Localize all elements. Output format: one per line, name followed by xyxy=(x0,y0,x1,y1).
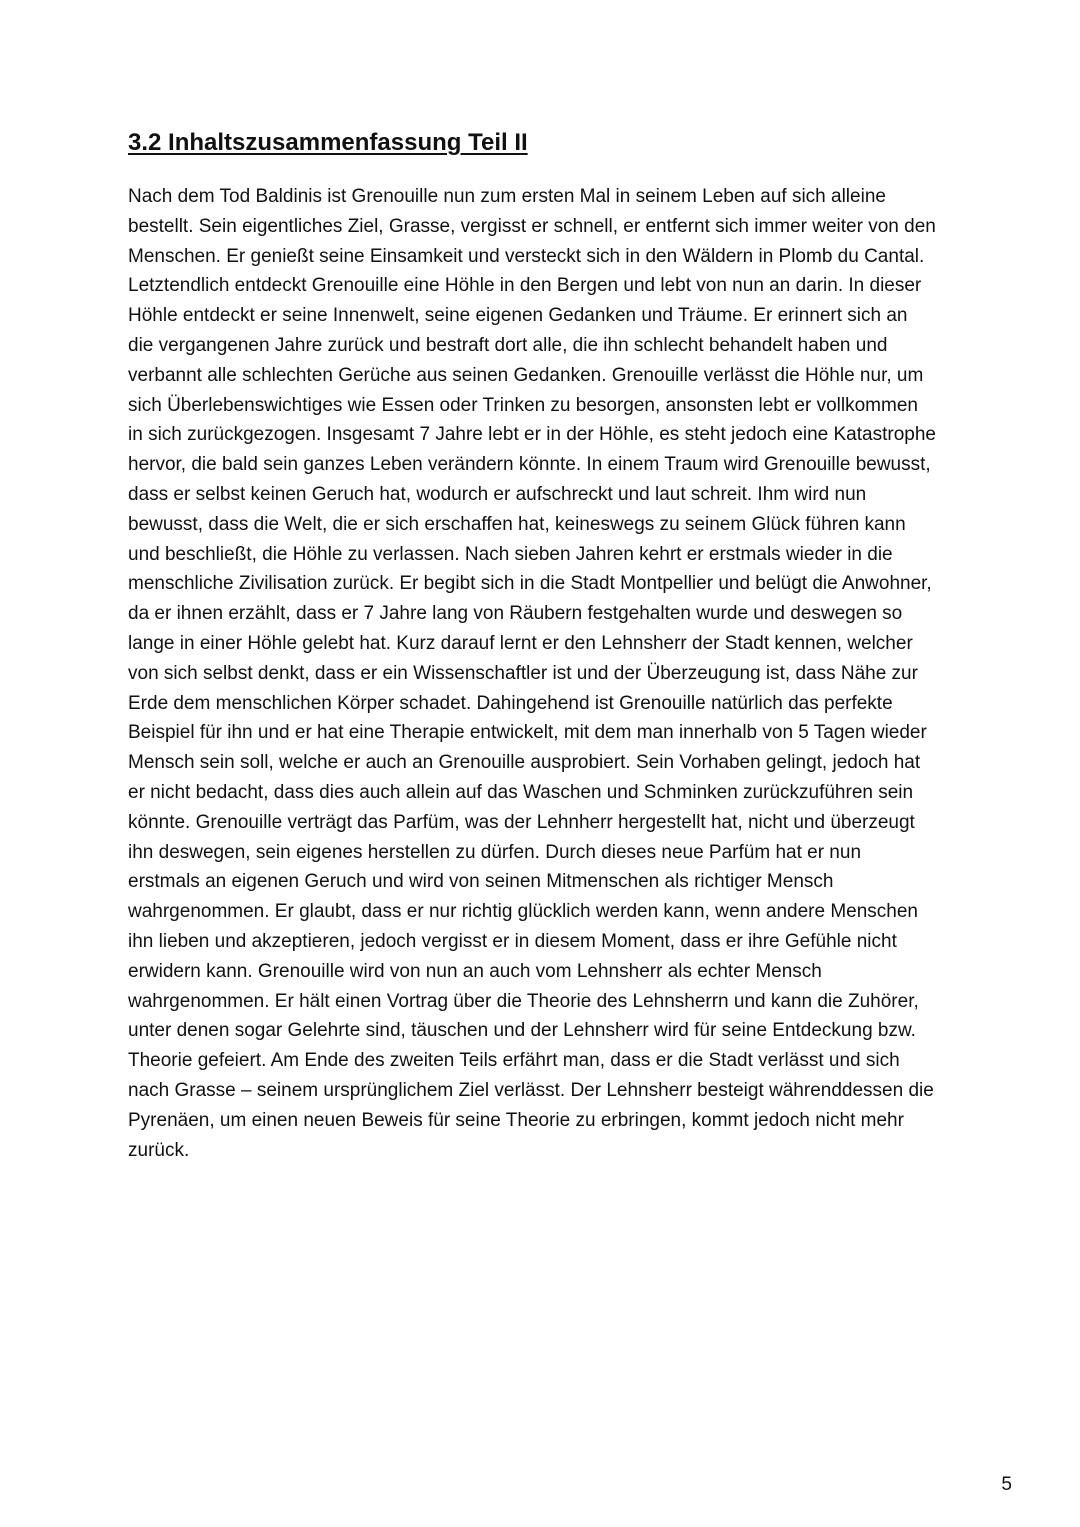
paragraph-line: Beispiel für ihn und er hat eine Therapie entwickelt, mit dem man innerhalb von 5 Tagen wieder xyxy=(128,722,927,744)
paragraph-line: Nach dem Tod Baldinis ist Grenouille nun zum ersten Mal in seinem Leben auf sich alleine xyxy=(128,186,886,207)
paragraph-line: Theorie gefeiert. Am Ende des zweiten Teils erfährt man, dass er die Stadt verlässt und sich xyxy=(128,1050,900,1072)
paragraph-line: erstmals an eigenen Geruch und wird von seinen Mitmenschen als richtiger Mensch xyxy=(128,871,834,893)
paragraph-line: sich Überlebenswichtiges wie Essen oder Trinken zu besorgen, ansonsten lebt er vollkommen xyxy=(128,394,918,416)
paragraph-line: ihn deswegen, sein eigenes herstellen zu dürfen. Durch dieses neue Parfüm hat er nun xyxy=(128,841,862,863)
paragraph-line: die vergangenen Jahre zurück und bestraft dort alle, die ihn schlecht behandelt haben und xyxy=(128,334,888,356)
paragraph-line: in sich zurückgezogen. Insgesamt 7 Jahre lebt er in der Höhle, es steht jedoch eine Katastrophe xyxy=(128,424,936,446)
paragraph-line: dass er selbst keinen Geruch hat, wodurch er aufschreckt und laut schreit. Ihm wird nun xyxy=(128,483,867,505)
paragraph-line: erwidern kann. Grenouille wird von nun an auch vom Lehnsherr als echter Mensch xyxy=(128,960,822,982)
paragraph-line: bewusst, dass die Welt, die er sich erschaffen hat, keineswegs zu seinem Glück führen kann xyxy=(128,513,906,535)
paragraph-line: Mensch sein soll, welche er auch an Grenouille ausprobiert. Sein Vorhaben gelingt, jedoch hat xyxy=(128,752,921,774)
paragraph-line: Menschen. Er genießt seine Einsamkeit und versteckt sich in den Wäldern in Plomb du Cantal. xyxy=(128,245,925,267)
paragraph-line: Pyrenäen, um einen neuen Beweis für seine Theorie zu erbringen, kommt jedoch nicht mehr xyxy=(128,1109,904,1131)
paragraph-line: hervor, die bald sein ganzes Leben verändern könnte. In einem Traum wird Grenouille bewusst, xyxy=(128,454,931,476)
paragraph-line: unter denen sogar Gelehrte sind, täuschen und der Lehnsherr wird für seine Entdeckung bzw. xyxy=(128,1020,916,1042)
paragraph-line: zurück. xyxy=(128,1139,190,1161)
paragraph-line: bestellt. Sein eigentliches Ziel, Grasse, vergisst er schnell, er entfernt sich immer weiter von den xyxy=(128,215,936,237)
paragraph-line: Erde dem menschlichen Körper schadet. Dahingehend ist Grenouille natürlich das perfekte xyxy=(128,692,893,714)
paragraph-line: Höhle entdeckt er seine Innenwelt, seine eigenen Gedanken und Träume. Er erinnert sich an xyxy=(128,305,908,327)
paragraph-line: könnte. Grenouille verträgt das Parfüm, was der Lehnherr hergestellt hat, nicht und überzeugt xyxy=(128,811,915,833)
paragraph-line: verbannt alle schlechten Gerüche aus seinen Gedanken. Grenouille verlässt die Höhle nur, um xyxy=(128,364,924,386)
paragraph-line: nach Grasse – seinem ursprünglichem Ziel verlässt. Der Lehnsherr besteigt währenddessen die xyxy=(128,1079,934,1101)
paragraph-line: lange in einer Höhle gelebt hat. Kurz darauf lernt er den Lehnsherr der Stadt kennen, welcher xyxy=(128,632,913,654)
paragraph-line: und beschließt, die Höhle zu verlassen. Nach sieben Jahren kehrt er erstmals wieder in die xyxy=(128,543,893,565)
summary-paragraph xyxy=(128,182,1008,1165)
section-heading: 3.2 Inhaltszusammenfassung Teil II xyxy=(128,129,528,156)
paragraph-line: menschliche Zivilisation zurück. Er begibt sich in die Stadt Montpellier und belügt die Anwohner, xyxy=(128,573,932,595)
paragraph-line: da er ihnen erzählt, dass er 7 Jahre lang von Räubern festgehalten wurde und deswegen so xyxy=(128,603,903,625)
paragraph-line: von sich selbst denkt, dass er ein Wissenschaftler ist und der Überzeugung ist, dass Nähe zur xyxy=(128,662,918,684)
paragraph-line: ihn lieben und akzeptieren, jedoch vergisst er in diesem Moment, dass er ihre Gefühle nicht xyxy=(128,930,897,952)
paragraph-line: Letztendlich entdeckt Grenouille eine Höhle in den Bergen und lebt von nun an darin. In dieser xyxy=(128,275,922,297)
paragraph-line: wahrgenommen. Er glaubt, dass er nur richtig glücklich werden kann, wenn andere Menschen xyxy=(128,901,918,923)
paragraph-line: er nicht bedacht, dass dies auch allein auf das Waschen und Schminken zurückzuführen sein xyxy=(128,781,914,803)
paragraph-line: wahrgenommen. Er hält einen Vortrag über die Theorie des Lehnsherrn und kann die Zuhörer, xyxy=(128,990,919,1012)
page-number: 5 xyxy=(1001,1474,1012,1495)
